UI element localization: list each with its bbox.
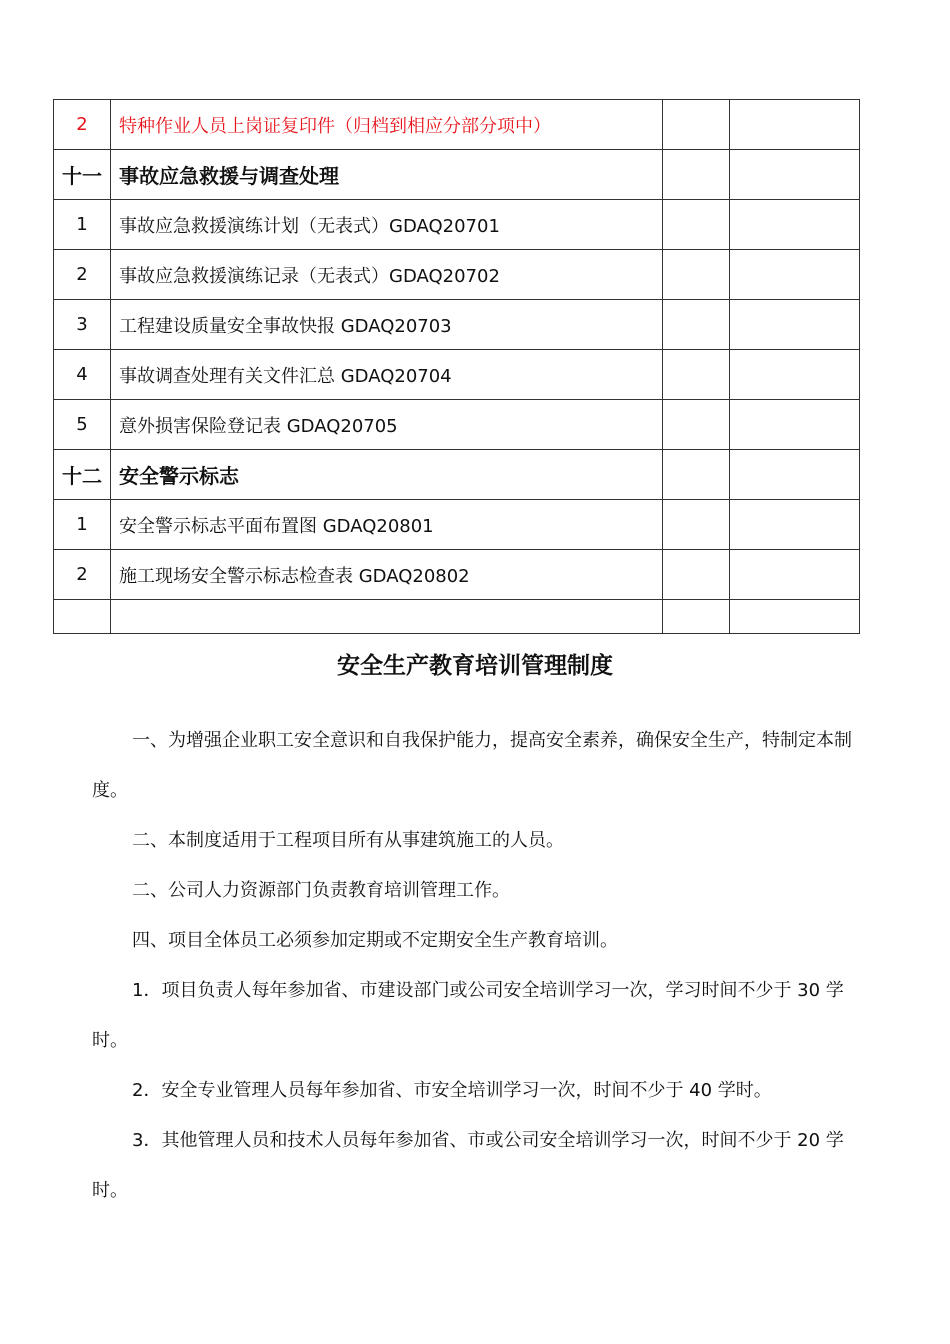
empty-cell <box>663 150 730 200</box>
empty-cell <box>663 250 730 300</box>
table-row <box>54 300 860 350</box>
table-row <box>54 100 860 150</box>
row-title: 工程建设质量安全事故快报 GDAQ20703 <box>111 300 663 350</box>
empty-cell <box>663 350 730 400</box>
row-number: 十二 <box>54 450 111 500</box>
row-title: 意外损害保险登记表 GDAQ20705 <box>111 400 663 450</box>
table-row <box>54 500 860 550</box>
row-number: 4 <box>54 350 111 400</box>
table-row <box>54 550 860 600</box>
row-number: 1 <box>54 500 111 550</box>
table-row <box>54 350 860 400</box>
row-title: 施工现场安全警示标志检查表 GDAQ20802 <box>111 550 663 600</box>
archive-index-table <box>53 99 860 634</box>
empty-cell <box>663 200 730 250</box>
document-body <box>92 716 864 1216</box>
empty-cell <box>730 300 860 350</box>
document-title: 安全生产教育培训管理制度 <box>337 653 613 679</box>
empty-cell <box>663 500 730 550</box>
section-row <box>54 150 860 200</box>
row-title <box>111 600 663 634</box>
row-title: 事故应急救援演练记录（无表式）GDAQ20702 <box>111 250 663 300</box>
empty-cell <box>663 300 730 350</box>
row-number <box>54 600 111 634</box>
row-number: 1 <box>54 200 111 250</box>
row-title: 事故调查处理有关文件汇总 GDAQ20704 <box>111 350 663 400</box>
row-number: 十一 <box>54 150 111 200</box>
table-row <box>54 400 860 450</box>
row-title: 安全警示标志平面布置图 GDAQ20801 <box>111 500 663 550</box>
paragraph: 四、项目全体员工必须参加定期或不定期安全生产教育培训。 <box>132 930 618 951</box>
row-title: 事故应急救援演练计划（无表式）GDAQ20701 <box>111 200 663 250</box>
row-number: 2 <box>54 550 111 600</box>
row-title: 事故应急救援与调查处理 <box>111 150 663 200</box>
row-number: 2 <box>54 100 111 150</box>
paragraph: 二、公司人力资源部门负责教育培训管理工作。 <box>132 880 510 901</box>
table-row <box>54 250 860 300</box>
empty-cell <box>730 400 860 450</box>
empty-cell <box>730 250 860 300</box>
paragraph: 1．项目负责人每年参加省、市建设部门或公司安全培训学习一次，学习时间不少于 30 学时。 <box>92 980 844 1051</box>
table-body <box>54 100 860 634</box>
empty-cell <box>730 100 860 150</box>
empty-cell <box>663 550 730 600</box>
empty-cell <box>730 450 860 500</box>
row-title: 安全警示标志 <box>111 450 663 500</box>
row-number: 3 <box>54 300 111 350</box>
empty-cell <box>663 400 730 450</box>
paragraph: 3．其他管理人员和技术人员每年参加省、市或公司安全培训学习一次，时间不少于 20 学时。 <box>92 1130 844 1201</box>
blank-row <box>54 600 860 634</box>
empty-cell <box>730 200 860 250</box>
empty-cell <box>663 450 730 500</box>
section-row <box>54 450 860 500</box>
empty-cell <box>663 100 730 150</box>
paragraph: 2．安全专业管理人员每年参加省、市安全培训学习一次，时间不少于 40 学时。 <box>132 1080 772 1101</box>
paragraph: 二、本制度适用于工程项目所有从事建筑施工的人员。 <box>132 830 564 851</box>
row-title: 特种作业人员上岗证复印件（归档到相应分部分项中） <box>111 100 663 150</box>
empty-cell <box>730 600 860 634</box>
empty-cell <box>730 350 860 400</box>
empty-cell <box>730 550 860 600</box>
empty-cell <box>730 500 860 550</box>
empty-cell <box>730 150 860 200</box>
row-number: 5 <box>54 400 111 450</box>
paragraph: 一、为增强企业职工安全意识和自我保护能力，提高安全素养，确保安全生产，特制定本制度。 <box>92 730 852 801</box>
table-row <box>54 200 860 250</box>
empty-cell <box>663 600 730 634</box>
row-number: 2 <box>54 250 111 300</box>
